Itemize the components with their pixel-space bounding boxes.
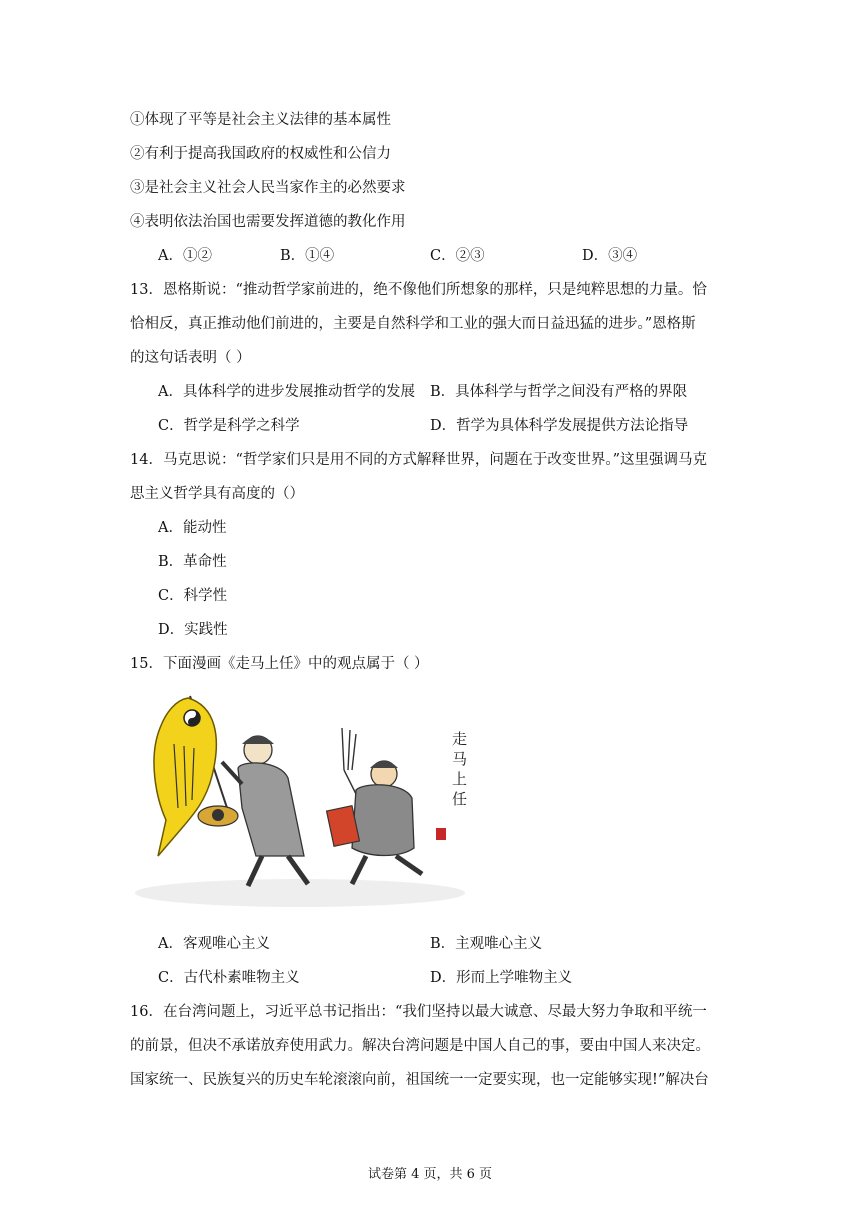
q16-stem-line-1: 16．在台湾问题上，习近平总书记指出：“我们坚持以最大诚意、尽最大努力争取和平统一: [130, 1004, 707, 1020]
q12-item-1: ①体现了平等是社会主义法律的基本属性: [130, 112, 391, 128]
q12-item-3: ③是社会主义社会人民当家作主的必然要求: [130, 180, 406, 196]
q12-option-c: C．②③: [430, 248, 485, 264]
q15-option-c: C．古代朴素唯物主义: [158, 970, 300, 986]
page-footer: 试卷第 4 页，共 6 页: [367, 1167, 493, 1182]
q13-option-d: D．哲学为具体科学发展提供方法论指导: [430, 418, 689, 434]
q13-stem-line-2: 恰相反，真正推动他们前进的，主要是自然科学和工业的强大而日益迅猛的进步。”恩格斯: [130, 316, 696, 332]
q16-stem-line-3: 国家统一、民族复兴的历史车轮滚滚向前，祖国统一一定要实现，也一定能够实现!”解决台: [130, 1072, 709, 1088]
q12-item-4: ④表明依法治国也需要发挥道德的教化作用: [130, 214, 406, 230]
q15-option-a: A．客观唯心主义: [158, 936, 270, 952]
q14-option-b: B．革命性: [158, 554, 227, 570]
q15-option-b: B．主观唯心主义: [430, 936, 543, 952]
q13-option-a: A．具体科学的进步发展推动哲学的发展: [158, 384, 415, 400]
q13-option-b: B．具体科学与哲学之间没有严格的界限: [430, 384, 688, 400]
q14-option-a: A．能动性: [158, 520, 227, 536]
q14-option-c: C．科学性: [158, 588, 228, 604]
cartoon-title-char-4: 任: [452, 790, 468, 808]
cartoon-illustration: [130, 688, 480, 913]
cartoon-title-char-1: 走: [452, 730, 468, 748]
q12-option-a: A．①②: [158, 248, 212, 264]
q13-stem-line-3: 的这句话表明（ ）: [130, 350, 251, 366]
q15-option-d: D．形而上学唯物主义: [430, 970, 573, 986]
cartoon-title-char-2: 马: [452, 750, 468, 768]
q12-option-d: D．③④: [582, 248, 638, 264]
q13-option-c: C．哲学是科学之科学: [158, 418, 300, 434]
artist-seal-stamp: [436, 828, 446, 840]
q14-option-d: D．实践性: [158, 622, 228, 638]
q16-stem-line-2: 的前景，但决不承诺放弃使用武力。解决台湾问题是中国人自己的事，要由中国人来决定。: [130, 1038, 710, 1054]
q14-stem-line-1: 14．马克思说：“哲学家们只是用不同的方式解释世界，问题在于改变世界。”这里强调马克: [130, 452, 708, 468]
q14-stem-line-2: 思主义哲学具有高度的（）: [130, 486, 304, 502]
cartoon-title-char-3: 上: [452, 770, 468, 788]
q13-stem-line-1: 13．恩格斯说：“推动哲学家前进的，绝不像他们所想象的那样，只是纯粹思想的力量。恰: [130, 282, 707, 298]
q15-stem: 15．下面漫画《走马上任》中的观点属于（ ）: [130, 656, 429, 672]
q12-option-b: B．①④: [280, 248, 335, 264]
q12-item-2: ②有利于提高我国政府的权威性和公信力: [130, 146, 391, 162]
